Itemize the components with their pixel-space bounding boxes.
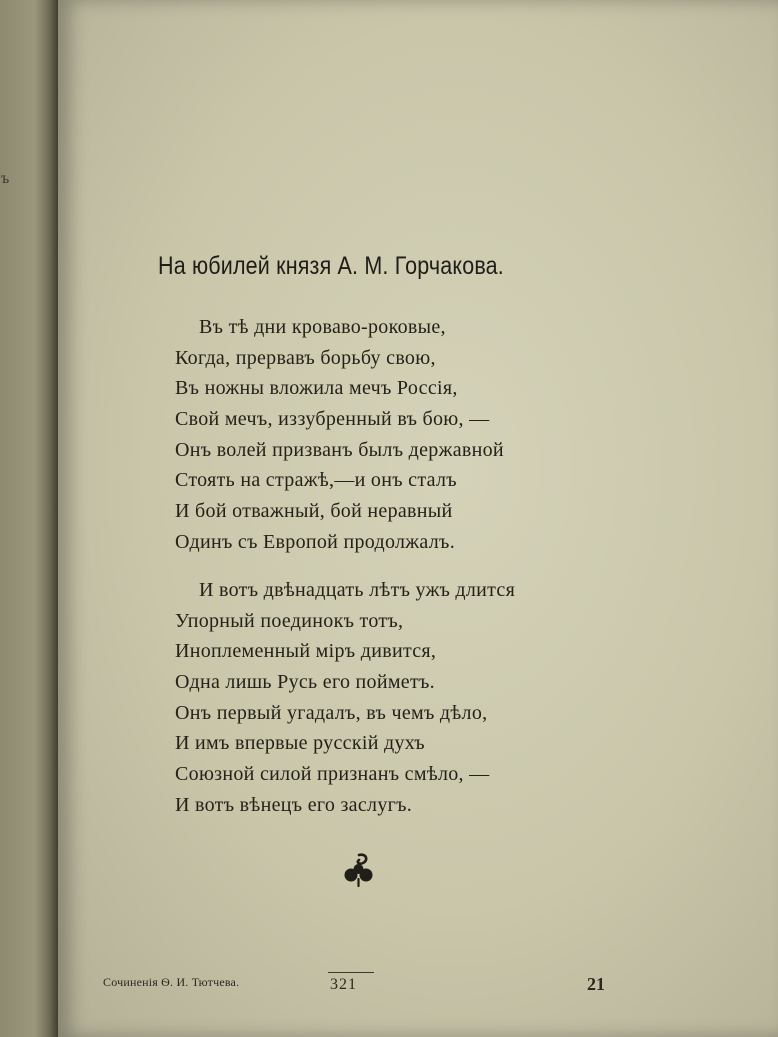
poem-line: Въ тѣ дни кроваво-роковые, xyxy=(199,316,446,338)
fleuron-ornament-icon xyxy=(342,852,376,888)
footer-page-number: 21 xyxy=(587,974,605,994)
stanza-1 xyxy=(175,312,504,558)
poem-line: Онъ первый угадалъ, въ чемъ дѣло, xyxy=(175,701,488,724)
footer-rule xyxy=(328,972,374,973)
poem-line: И имъ впервые русскій духъ xyxy=(175,732,425,755)
book-page xyxy=(58,0,778,1037)
book-spine xyxy=(0,0,58,1037)
poem-line: Одинъ съ Европой продолжалъ. xyxy=(175,530,456,553)
poem-line: И вотъ вѣнецъ его заслугъ. xyxy=(175,793,413,816)
footer-collection-page-number: 321 xyxy=(330,976,357,993)
poem-line: Иноплеменный міръ дивится, xyxy=(175,640,437,663)
poem-line: Союзной силой признанъ смѣло, — xyxy=(175,763,490,786)
poem-line: И вотъ двѣнадцать лѣтъ ужъ длится xyxy=(199,579,516,601)
stanza-2 xyxy=(175,575,515,821)
poem-line: Одна лишь Русь его пойметъ. xyxy=(175,671,435,694)
poem-line: Въ ножны вложила мечъ Россія, xyxy=(175,377,458,400)
poem-line: И бой отважный, бой неравный xyxy=(175,500,453,523)
poem-line: Свой мечъ, иззубренный въ бою, — xyxy=(175,408,490,431)
left-page-fragment: ъ xyxy=(1,170,10,187)
footer-signature: Сочиненія Ѳ. И. Тютчева. xyxy=(103,975,240,989)
poem-line: Стоять на стражѣ,—и онъ сталъ xyxy=(175,469,457,492)
poem-line: Упорный поединокъ тотъ, xyxy=(175,609,404,632)
poem-line: Когда, прервавъ борьбу свою, xyxy=(175,346,436,369)
poem-line: Онъ волей призванъ былъ державной xyxy=(175,438,504,461)
poem-title: На юбилей князя А. М. Горчакова. xyxy=(158,252,504,280)
